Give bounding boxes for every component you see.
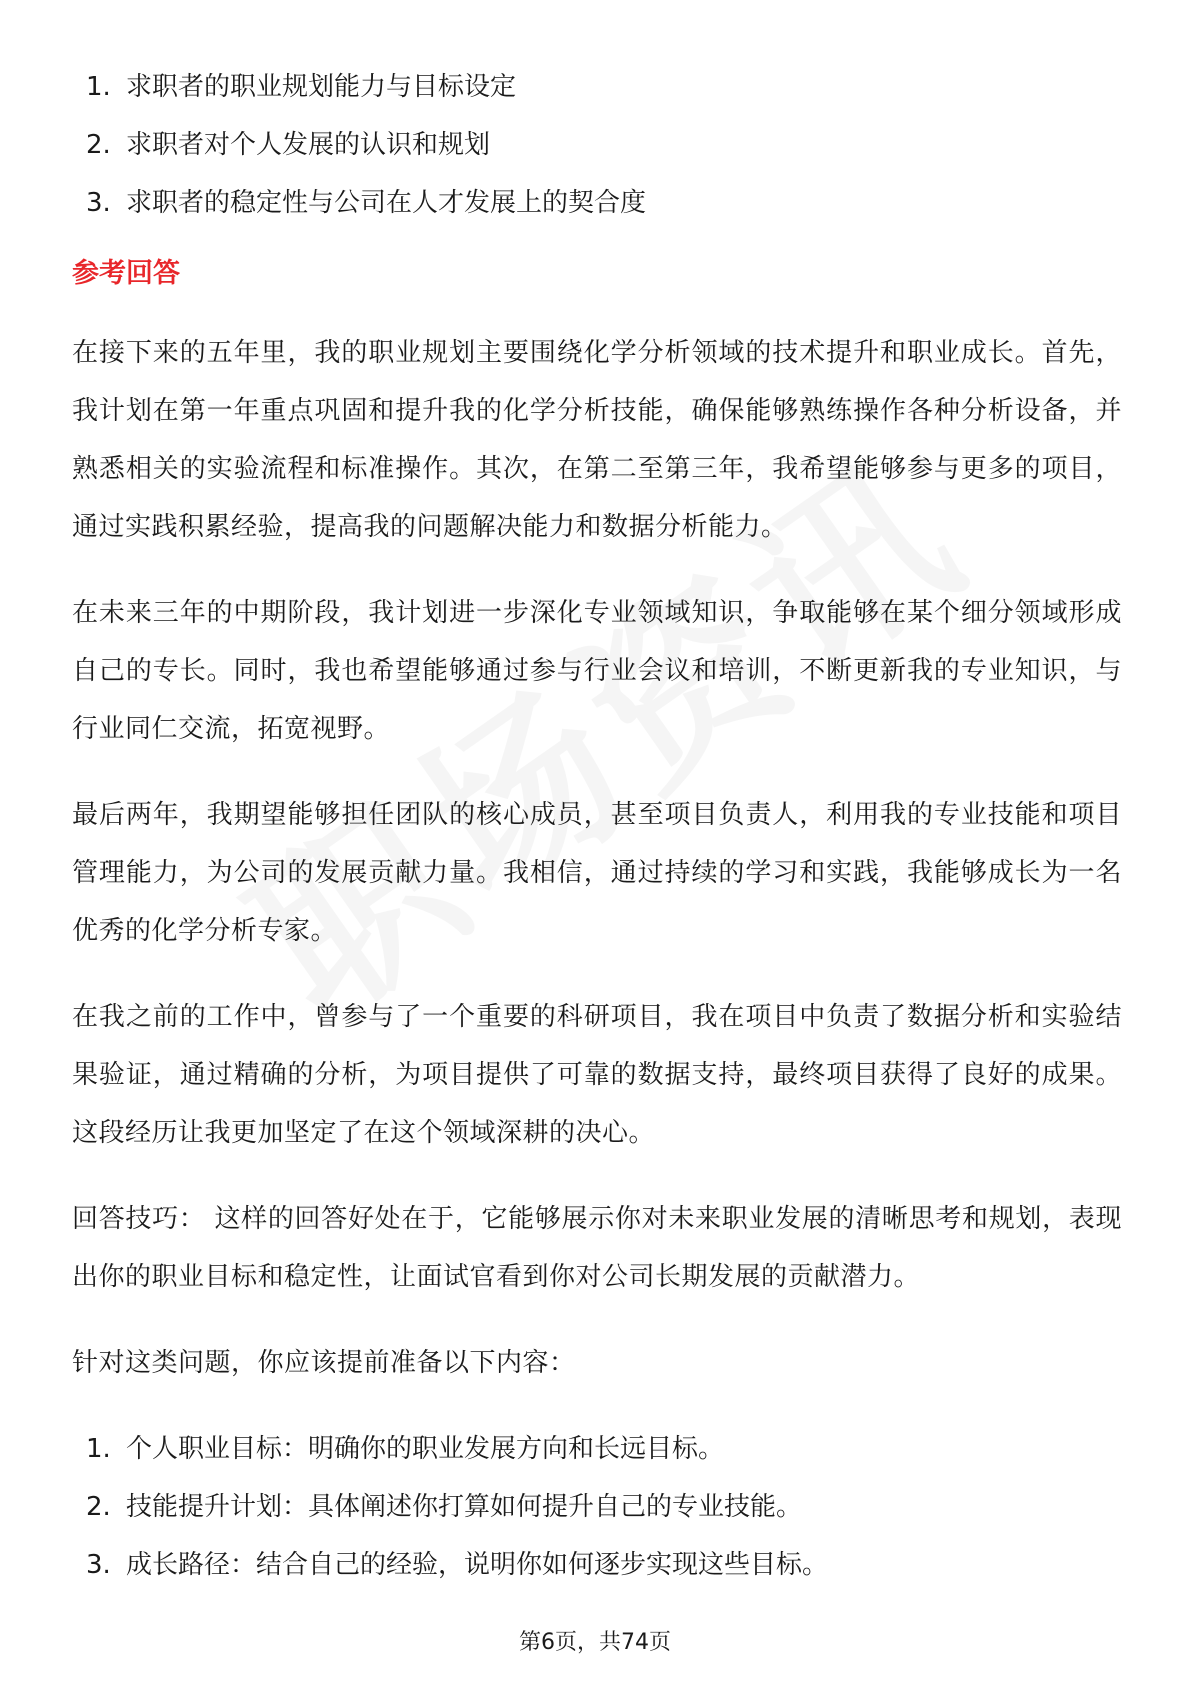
preparation-list: [72, 1420, 1122, 1594]
paragraph: 在我之前的工作中，曾参与了一个重要的科研项目，我在项目中负责了数据分析和实验结果验证，通过精确的分析，为项目提供了可靠的数据支持，最终项目获得了良好的成果。这段经历让我更加坚定了在这个领域深耕的决心。: [72, 1002, 1122, 1148]
paragraph: 针对这类问题，你应该提前准备以下内容：: [72, 1348, 576, 1378]
list-item: 3. 求职者的稳定性与公司在人才发展上的契合度: [86, 188, 647, 218]
list-item: 3. 成长路径：结合自己的经验，说明你如何逐步实现这些目标。: [86, 1550, 829, 1580]
assessment-points-list: [72, 58, 1122, 232]
paragraph: 在未来三年的中期阶段，我计划进一步深化专业领域知识，争取能够在某个细分领域形成自己的专长。同时，我也希望能够通过参与行业会议和培训，不断更新我的专业知识，与行业同仁交流，拓宽视野。: [72, 598, 1122, 744]
list-item: 1. 个人职业目标：明确你的职业发展方向和长远目标。: [86, 1434, 725, 1464]
answer-tips-paragraph: 回答技巧： 这样的回答好处在于，它能够展示你对未来职业发展的清晰思考和规划，表现出你的职业目标和稳定性，让面试官看到你对公司长期发展的贡献潜力。: [72, 1204, 1122, 1292]
document-body: [72, 58, 1122, 1594]
section-heading: 参考回答: [72, 258, 180, 289]
paragraph: 在接下来的五年里，我的职业规划主要围绕化学分析领域的技术提升和职业成长。首先，我计划在第一年重点巩固和提升我的化学分析技能，确保能够熟练操作各种分析设备，并熟悉相关的实验流程和标准操作。其次，在第二至第三年，我希望能够参与更多的项目，通过实践积累经验，提高我的问题解决能力和数据分析能力。: [72, 338, 1122, 542]
list-item: 2. 技能提升计划：具体阐述你打算如何提升自己的专业技能。: [86, 1492, 803, 1522]
page-number: 第6页，共74页: [519, 1630, 671, 1655]
list-item: 1. 求职者的职业规划能力与目标设定: [86, 72, 517, 102]
list-item: 2. 求职者对个人发展的认识和规划: [86, 130, 491, 160]
paragraph: 最后两年，我期望能够担任团队的核心成员，甚至项目负责人，利用我的专业技能和项目管理能力，为公司的发展贡献力量。我相信，通过持续的学习和实践，我能够成长为一名优秀的化学分析专家。: [72, 800, 1122, 946]
